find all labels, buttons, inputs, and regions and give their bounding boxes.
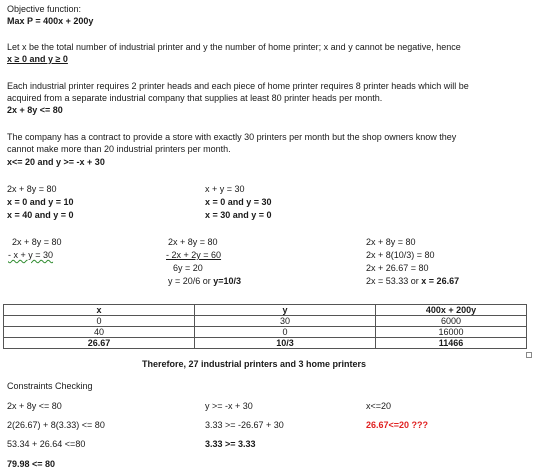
contract-line-2: cannot make more than 20 industrial printers per month. [7,144,231,154]
contract-constraint: x<= 20 and y >= -x + 30 [7,157,105,167]
heads-line-1: Each industrial printer requires 2 printer heads and each piece of home printer requires 8 printer heads which will be [7,81,469,91]
check-col1-3: 53.34 + 26.64 <=80 [7,439,86,449]
check-heading: Constraints Checking [7,381,93,391]
table-resize-handle[interactable] [526,352,532,358]
check-col2-1: y >= -x + 30 [205,401,253,411]
check-col2-2: 3.33 >= -26.67 + 30 [205,420,284,430]
table-cell: 10/3 [195,338,376,349]
table-cell: 11466 [376,338,527,349]
heads-line-2: acquired from a separate industrial company that supplies at least 80 printer heads per month. [7,93,383,103]
solve-col3-eq4-result: x = 26.67 [421,276,460,286]
solve-col3-eq4 [366,276,459,287]
table-cell: 0 [4,316,195,327]
solve-col2-eq1: 2x + 8y = 80 [168,237,218,247]
table-row [4,338,527,349]
check-col1-2: 2(26.67) + 8(3.33) <= 80 [7,420,105,430]
intro-line-1: Let x be the total number of industrial printer and y the number of home printer; x and y cannot be negative, hence [7,42,461,52]
table-header-row [4,305,527,316]
check-col3-warning: 26.67<=20 ??? [366,420,429,430]
table-cell: 6000 [376,316,527,327]
solve-col2-eq4-text: y = 20/6 or [168,276,214,286]
check-col1-1: 2x + 8y <= 80 [7,401,62,411]
intercept-right-eq: x + y = 30 [205,184,245,194]
check-col2-3: 3.33 >= 3.33 [205,439,256,449]
contract-line-1: The company has a contract to provide a store with exactly 30 printers per month but the shop owners know they [7,132,457,142]
table-cell: 30 [195,316,376,327]
solve-col2-eq2 [166,250,221,261]
conclusion: Therefore, 27 industrial printers and 3 home printers [142,359,367,369]
table-row [4,316,527,327]
solve-col2-eq3: 6y = 20 [173,263,203,273]
check-col1-4: 79.98 <= 80 [7,459,56,469]
table-cell: 0 [195,327,376,338]
table-header-objective: 400x + 200y [376,305,527,316]
solve-col2-eq4 [168,276,241,287]
heads-constraint: 2x + 8y <= 80 [7,105,63,115]
table-cell: 26.67 [4,338,195,349]
solve-col1-eq1: 2x + 8y = 80 [12,237,62,247]
solve-col3-eq4-text: 2x = 53.33 or [366,276,422,286]
solve-col2-eq2-text: - 2x + 2y = 60 [166,250,222,260]
table-cell: 40 [4,327,195,338]
objective-heading: Objective function: [7,4,82,14]
intro-line-2-text: x ≥ 0 and y ≥ 0 [7,54,68,64]
intercept-left-1: x = 0 and y = 10 [7,197,74,207]
intercept-left-2: x = 40 and y = 0 [7,210,74,220]
intercept-right-2: x = 30 and y = 0 [205,210,272,220]
check-col3-1: x<=20 [366,401,392,411]
solve-col2-eq4-result: y=10/3 [213,276,242,286]
results-table [3,304,527,349]
solve-col3-eq3: 2x + 26.67 = 80 [366,263,429,273]
table-cell: 16000 [376,327,527,338]
objective-formula: Max P = 400x + 200y [7,16,94,26]
intercept-right-1: x = 0 and y = 30 [205,197,272,207]
solve-col3-eq1: 2x + 8y = 80 [366,237,416,247]
intercept-left-eq: 2x + 8y = 80 [7,184,57,194]
solve-col1-eq2 [8,250,53,261]
table-header-x: x [4,305,195,316]
solve-col1-eq2-text: - x + y = 30 [8,250,54,260]
solve-col3-eq2: 2x + 8(10/3) = 80 [366,250,435,260]
intro-line-2 [7,54,68,65]
table-header-y: y [195,305,376,316]
table-row [4,327,527,338]
